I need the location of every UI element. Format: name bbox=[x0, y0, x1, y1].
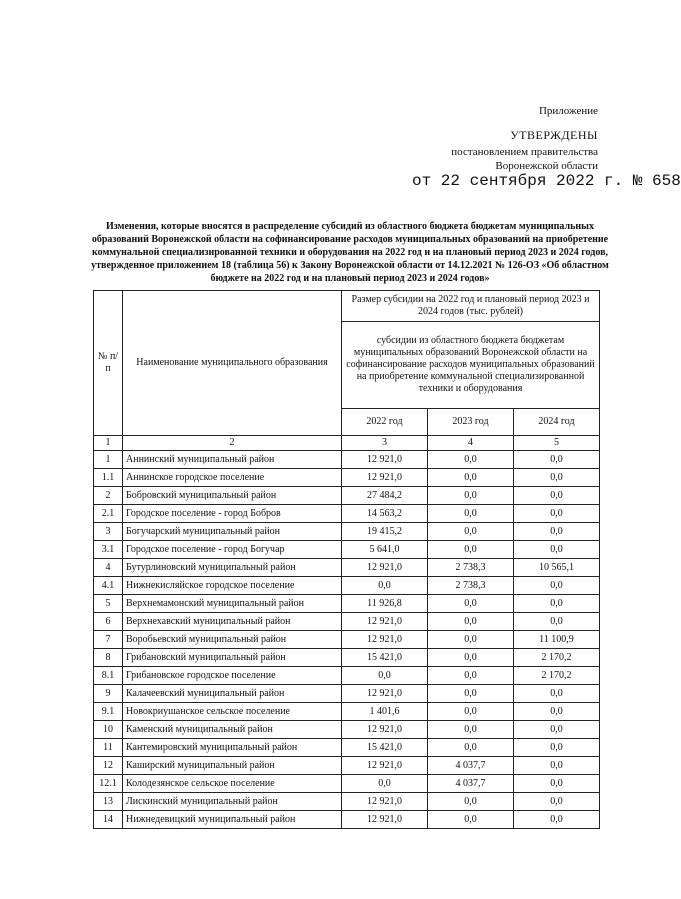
row-value-2022: 12 921,0 bbox=[342, 721, 428, 739]
row-value-2023: 4 037,7 bbox=[428, 775, 514, 793]
column-number-5: 5 bbox=[514, 436, 600, 451]
header-name: Наименование муниципального образования bbox=[123, 291, 342, 436]
row-value-2022: 19 415,2 bbox=[342, 523, 428, 541]
header-subsidy-description: субсидии из областного бюджета бюджетам муниципальных образований Воронежской области на софинансирование расходов муниципальных образований на приобретение коммунальной специализированной техники и оборудования bbox=[342, 322, 600, 409]
row-value-2022: 12 921,0 bbox=[342, 793, 428, 811]
row-value-2022: 14 563,2 bbox=[342, 505, 428, 523]
row-value-2024: 0,0 bbox=[514, 595, 600, 613]
row-value-2023: 0,0 bbox=[428, 667, 514, 685]
row-number: 5 bbox=[94, 595, 123, 613]
row-value-2022: 12 921,0 bbox=[342, 631, 428, 649]
row-value-2023: 0,0 bbox=[428, 523, 514, 541]
row-value-2024: 0,0 bbox=[514, 703, 600, 721]
row-value-2024: 2 170,2 bbox=[514, 649, 600, 667]
decree-line-2: Воронежской области bbox=[495, 160, 598, 172]
row-value-2023: 0,0 bbox=[428, 505, 514, 523]
row-name: Каменский муниципальный район bbox=[123, 721, 342, 739]
row-number: 13 bbox=[94, 793, 123, 811]
table-row bbox=[94, 685, 600, 703]
row-number: 8 bbox=[94, 649, 123, 667]
row-value-2023: 0,0 bbox=[428, 685, 514, 703]
row-value-2023: 0,0 bbox=[428, 811, 514, 829]
row-value-2023: 0,0 bbox=[428, 793, 514, 811]
table-body bbox=[94, 451, 600, 829]
row-value-2022: 12 921,0 bbox=[342, 559, 428, 577]
column-number-4: 4 bbox=[428, 436, 514, 451]
table-row bbox=[94, 793, 600, 811]
row-name: Городское поселение - город Бобров bbox=[123, 505, 342, 523]
appendix-label: Приложение bbox=[538, 105, 598, 117]
row-value-2023: 0,0 bbox=[428, 721, 514, 739]
row-number: 9.1 bbox=[94, 703, 123, 721]
row-name: Богучарский муниципальный район bbox=[123, 523, 342, 541]
row-name: Аннинское городское поселение bbox=[123, 469, 342, 487]
row-name: Аннинский муниципальный район bbox=[123, 451, 342, 469]
row-value-2023: 0,0 bbox=[428, 631, 514, 649]
row-value-2024: 2 170,2 bbox=[514, 667, 600, 685]
row-number: 4 bbox=[94, 559, 123, 577]
row-name: Верхнемамонский муниципальный район bbox=[123, 595, 342, 613]
row-number: 2 bbox=[94, 487, 123, 505]
table-row bbox=[94, 451, 600, 469]
row-value-2023: 0,0 bbox=[428, 469, 514, 487]
row-value-2024: 0,0 bbox=[514, 721, 600, 739]
header-subsidy-size: Размер субсидии на 2022 год и плановый период 2023 и 2024 годов (тыс. рублей) bbox=[342, 291, 600, 322]
row-name: Грибановское городское поселение bbox=[123, 667, 342, 685]
row-value-2024: 0,0 bbox=[514, 487, 600, 505]
column-number-2: 2 bbox=[123, 436, 342, 451]
row-value-2024: 0,0 bbox=[514, 739, 600, 757]
row-value-2024: 0,0 bbox=[514, 811, 600, 829]
row-number: 1 bbox=[94, 451, 123, 469]
row-value-2022: 12 921,0 bbox=[342, 811, 428, 829]
row-number: 14 bbox=[94, 811, 123, 829]
row-value-2023: 2 738,3 bbox=[428, 559, 514, 577]
row-value-2024: 0,0 bbox=[514, 577, 600, 595]
table-row bbox=[94, 595, 600, 613]
row-value-2023: 0,0 bbox=[428, 703, 514, 721]
row-value-2024: 0,0 bbox=[514, 469, 600, 487]
row-value-2022: 0,0 bbox=[342, 775, 428, 793]
table-row bbox=[94, 559, 600, 577]
table-row bbox=[94, 649, 600, 667]
row-number: 2.1 bbox=[94, 505, 123, 523]
row-number: 8.1 bbox=[94, 667, 123, 685]
table-row bbox=[94, 487, 600, 505]
row-value-2022: 12 921,0 bbox=[342, 613, 428, 631]
row-name: Бутурлиновский муниципальный район bbox=[123, 559, 342, 577]
row-value-2024: 0,0 bbox=[514, 757, 600, 775]
row-value-2024: 0,0 bbox=[514, 451, 600, 469]
row-value-2024: 0,0 bbox=[514, 685, 600, 703]
row-value-2024: 11 100,9 bbox=[514, 631, 600, 649]
row-value-2024: 0,0 bbox=[514, 775, 600, 793]
decree-date: от 22 сентября 2022 г. № 658 bbox=[412, 172, 681, 190]
row-value-2022: 15 421,0 bbox=[342, 649, 428, 667]
row-value-2023: 0,0 bbox=[428, 451, 514, 469]
row-value-2024: 0,0 bbox=[514, 613, 600, 631]
table-row bbox=[94, 721, 600, 739]
row-value-2023: 4 037,7 bbox=[428, 757, 514, 775]
row-value-2022: 27 484,2 bbox=[342, 487, 428, 505]
row-number: 4.1 bbox=[94, 577, 123, 595]
row-name: Лискинский муниципальный район bbox=[123, 793, 342, 811]
table-row bbox=[94, 775, 600, 793]
row-value-2024: 10 565,1 bbox=[514, 559, 600, 577]
row-value-2022: 12 921,0 bbox=[342, 685, 428, 703]
table-row bbox=[94, 469, 600, 487]
row-name: Бобровский муниципальный район bbox=[123, 487, 342, 505]
row-value-2024: 0,0 bbox=[514, 541, 600, 559]
row-value-2022: 11 926,8 bbox=[342, 595, 428, 613]
row-value-2023: 0,0 bbox=[428, 595, 514, 613]
row-value-2024: 0,0 bbox=[514, 505, 600, 523]
row-number: 9 bbox=[94, 685, 123, 703]
row-value-2023: 0,0 bbox=[428, 613, 514, 631]
row-name: Нижнедевицкий муниципальный район bbox=[123, 811, 342, 829]
row-value-2024: 0,0 bbox=[514, 793, 600, 811]
row-value-2022: 0,0 bbox=[342, 577, 428, 595]
row-number: 10 bbox=[94, 721, 123, 739]
table-row bbox=[94, 577, 600, 595]
row-number: 12 bbox=[94, 757, 123, 775]
row-value-2023: 0,0 bbox=[428, 487, 514, 505]
document-title: Изменения, которые вносятся в распределение субсидий из областного бюджета бюджетам муниципальных образований Воронежской области на софинансирование расходов муниципальных образований на приобретение коммунальной специализированной техники и оборудования на 2022 год и на плановый период 2023 и 2024 годов, утвержденное приложением 18 (таблица 56) к Закону Воронежской области от 14.12.2021 № 126-ОЗ «Об областном бюджете на 2022 год и на плановый период 2023 и 2024 годов» bbox=[91, 221, 609, 284]
row-number: 6 bbox=[94, 613, 123, 631]
row-value-2024: 0,0 bbox=[514, 523, 600, 541]
column-number-1: 1 bbox=[94, 436, 123, 451]
row-name: Кантемировский муниципальный район bbox=[123, 739, 342, 757]
row-number: 7 bbox=[94, 631, 123, 649]
row-name: Каширский муниципальный район bbox=[123, 757, 342, 775]
row-name: Нижнекисляйское городское поселение bbox=[123, 577, 342, 595]
header-number: № п/п bbox=[94, 291, 123, 436]
decree-line-1: постановлением правительства bbox=[451, 146, 598, 158]
approved-label: УТВЕРЖДЕНЫ bbox=[510, 128, 598, 142]
column-number-3: 3 bbox=[342, 436, 428, 451]
table-row bbox=[94, 811, 600, 829]
table-row bbox=[94, 505, 600, 523]
row-name: Калачеевский муниципальный район bbox=[123, 685, 342, 703]
row-number: 11 bbox=[94, 739, 123, 757]
table-row bbox=[94, 541, 600, 559]
subsidy-table bbox=[93, 290, 600, 829]
table-row bbox=[94, 523, 600, 541]
row-value-2022: 12 921,0 bbox=[342, 757, 428, 775]
row-value-2023: 0,0 bbox=[428, 739, 514, 757]
row-value-2022: 0,0 bbox=[342, 667, 428, 685]
row-name: Городское поселение - город Богучар bbox=[123, 541, 342, 559]
row-number: 12.1 bbox=[94, 775, 123, 793]
row-value-2023: 2 738,3 bbox=[428, 577, 514, 595]
table-row bbox=[94, 703, 600, 721]
row-name: Новокриушанское сельское поселение bbox=[123, 703, 342, 721]
row-name: Воробьевский муниципальный район bbox=[123, 631, 342, 649]
row-name: Колодезянское сельское поселение bbox=[123, 775, 342, 793]
row-value-2022: 5 641,0 bbox=[342, 541, 428, 559]
row-number: 3 bbox=[94, 523, 123, 541]
header-year-2023: 2023 год bbox=[428, 409, 514, 436]
row-value-2023: 0,0 bbox=[428, 541, 514, 559]
row-value-2022: 12 921,0 bbox=[342, 469, 428, 487]
row-number: 1.1 bbox=[94, 469, 123, 487]
row-value-2022: 12 921,0 bbox=[342, 451, 428, 469]
row-value-2023: 0,0 bbox=[428, 649, 514, 667]
row-number: 3.1 bbox=[94, 541, 123, 559]
table-row bbox=[94, 631, 600, 649]
row-value-2022: 1 401,6 bbox=[342, 703, 428, 721]
table-row bbox=[94, 613, 600, 631]
row-name: Верхнехавский муниципальный район bbox=[123, 613, 342, 631]
header-year-2024: 2024 год bbox=[514, 409, 600, 436]
table-row bbox=[94, 757, 600, 775]
table-row bbox=[94, 739, 600, 757]
header-year-2022: 2022 год bbox=[342, 409, 428, 436]
row-name: Грибановский муниципальный район bbox=[123, 649, 342, 667]
row-value-2022: 15 421,0 bbox=[342, 739, 428, 757]
table-row bbox=[94, 667, 600, 685]
